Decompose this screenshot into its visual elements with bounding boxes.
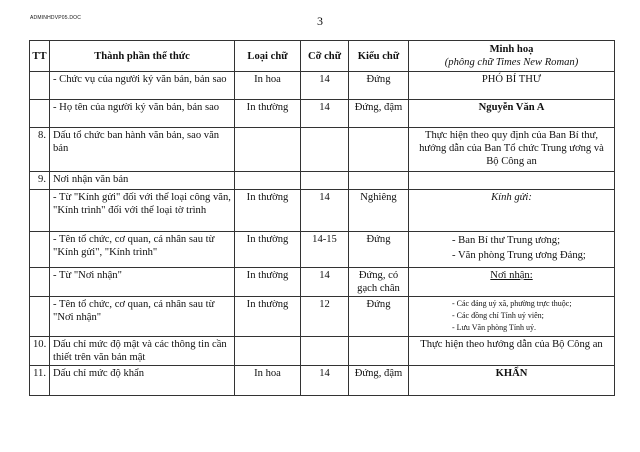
row-tt <box>30 297 50 337</box>
row-component: - Từ "Nơi nhận" <box>50 268 235 297</box>
table-row <box>30 190 615 232</box>
row-font-type: In thường <box>235 297 301 337</box>
row-font-style <box>349 337 409 366</box>
row-font-type <box>235 337 301 366</box>
table-row <box>30 232 615 268</box>
row-component: Dấu tổ chức ban hành văn bản, sao văn bản <box>50 128 235 172</box>
header-font-type: Loại chữ <box>235 41 301 72</box>
table-row <box>30 297 615 337</box>
row-font-type <box>235 172 301 190</box>
row-example: Nơi nhận: <box>409 268 615 297</box>
header-component: Thành phần thể thức <box>50 41 235 72</box>
table-row <box>30 172 615 190</box>
list-item: - Các đồng chí Tỉnh uỷ viên; <box>452 311 544 320</box>
list-item: - Ban Bí thư Trung ương; <box>452 235 561 246</box>
row-component: - Tên tổ chức, cơ quan, cá nhân sau từ "Nơi nhận" <box>50 297 235 337</box>
row-font-type: In thường <box>235 268 301 297</box>
row-font-size: 14 <box>301 268 349 297</box>
row-component: Dấu chỉ mức độ khẩn <box>50 366 235 396</box>
file-name-label: ADMINHDVP05.DOC <box>30 15 82 21</box>
row-font-size: 12 <box>301 297 349 337</box>
row-font-size <box>301 337 349 366</box>
row-font-size: 14 <box>301 72 349 100</box>
row-tt <box>30 268 50 297</box>
row-example: PHÓ BÍ THƯ <box>409 72 615 100</box>
row-font-size <box>301 172 349 190</box>
row-font-type: In thường <box>235 232 301 268</box>
row-tt: 9. <box>30 172 50 190</box>
row-font-style <box>349 128 409 172</box>
table-row <box>30 366 615 396</box>
page-number: 3 <box>317 14 323 28</box>
row-tt: 8. <box>30 128 50 172</box>
row-tt <box>30 232 50 268</box>
table-row <box>30 72 615 100</box>
row-example-list <box>409 297 615 337</box>
row-component: - Họ tên của người ký văn bản, bản sao <box>50 100 235 128</box>
row-example: Thực hiện theo quy định của Ban Bí thư, hướng dẫn của Ban Tổ chức Trung ương và Bộ Công an <box>409 128 615 172</box>
table-row <box>30 337 615 366</box>
list-item: - Lưu Văn phòng Tỉnh uỷ. <box>452 323 537 332</box>
row-font-type: In thường <box>235 100 301 128</box>
row-font-size: 14 <box>301 100 349 128</box>
row-font-style: Đứng, đậm <box>349 100 409 128</box>
header-font-size: Cỡ chữ <box>301 41 349 72</box>
row-font-style: Đứng <box>349 232 409 268</box>
list-item: - Các đảng uỷ xã, phường trực thuộc; <box>452 299 572 308</box>
row-font-size: 14 <box>301 366 349 396</box>
table-header-row <box>30 41 615 72</box>
row-tt <box>30 190 50 232</box>
row-tt <box>30 100 50 128</box>
header-illustration-title: Minh hoạ <box>489 44 534 55</box>
row-font-style <box>349 172 409 190</box>
row-component: Dấu chỉ mức độ mật và các thông tin cần thiết trên văn bản mật <box>50 337 235 366</box>
row-font-type <box>235 128 301 172</box>
row-component: - Chức vụ của người ký văn bản, bản sao <box>50 72 235 100</box>
table-row <box>30 100 615 128</box>
row-component: - Tên tổ chức, cơ quan, cá nhân sau từ "Kính gửi", "Kính trình" <box>50 232 235 268</box>
row-font-style: Nghiêng <box>349 190 409 232</box>
row-example: Nguyễn Văn A <box>409 100 615 128</box>
row-font-size <box>301 128 349 172</box>
row-example: Kính gửi: <box>409 190 615 232</box>
row-font-size: 14-15 <box>301 232 349 268</box>
header-illustration-subtitle: (phông chữ Times New Roman) <box>444 57 579 68</box>
row-example-list <box>409 232 615 268</box>
row-example <box>409 172 615 190</box>
row-example: Thực hiện theo hướng dẫn của Bộ Công an <box>409 337 615 366</box>
row-tt: 11. <box>30 366 50 396</box>
row-font-type: In hoa <box>235 72 301 100</box>
row-example: KHẨN <box>409 366 615 396</box>
row-font-style: Đứng <box>349 297 409 337</box>
row-component: Nơi nhận văn bản <box>50 172 235 190</box>
row-font-style: Đứng, có gạch chân <box>349 268 409 297</box>
table-row <box>30 268 615 297</box>
row-tt <box>30 72 50 100</box>
row-font-style: Đứng, đậm <box>349 366 409 396</box>
header-font-style: Kiểu chữ <box>349 41 409 72</box>
list-item: - Văn phòng Trung ương Đảng; <box>452 250 586 261</box>
table-row <box>30 128 615 172</box>
row-font-type: In thường <box>235 190 301 232</box>
row-tt: 10. <box>30 337 50 366</box>
header-illustration <box>409 41 615 72</box>
row-font-type: In hoa <box>235 366 301 396</box>
row-component: - Từ "Kính gửi" đối với thể loại công văn, "Kính trình" đối với thể loại tờ trình <box>50 190 235 232</box>
row-font-size: 14 <box>301 190 349 232</box>
format-spec-table <box>29 40 615 396</box>
row-font-style: Đứng <box>349 72 409 100</box>
header-tt: TT <box>30 41 50 72</box>
